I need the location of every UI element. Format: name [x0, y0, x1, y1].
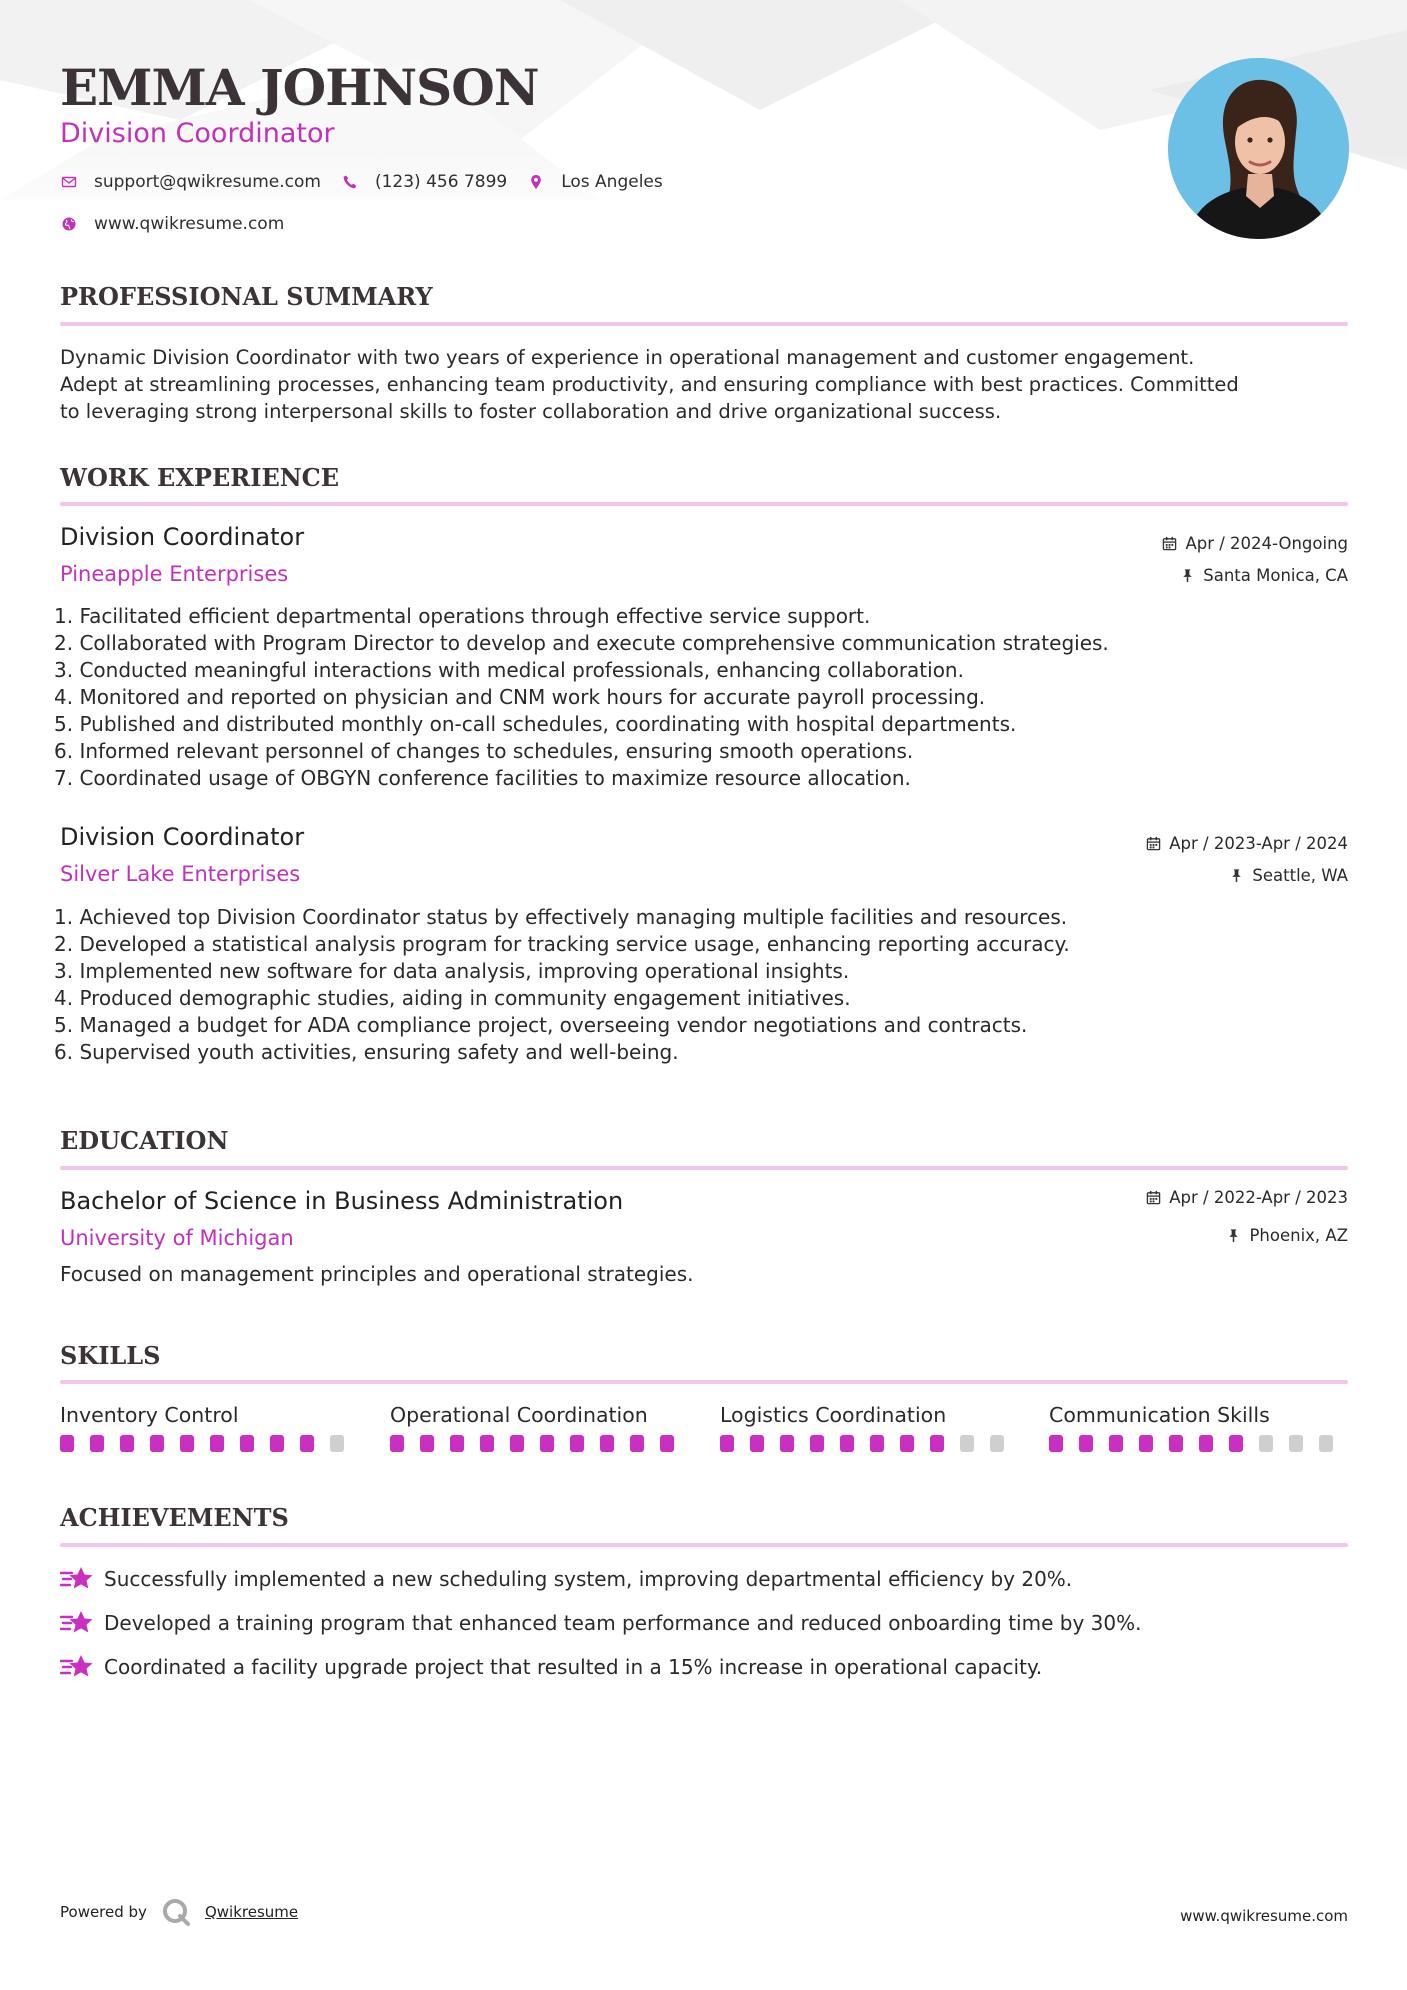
skill-dot-empty: [330, 1435, 344, 1452]
degree-title: Bachelor of Science in Business Administration: [60, 1187, 624, 1215]
skill-dot-filled: [810, 1435, 824, 1452]
skill-name: Operational Coordination: [390, 1403, 648, 1427]
skill-dot-filled: [390, 1435, 404, 1452]
job-location-text: Seattle, WA: [1252, 866, 1348, 885]
job-title: Division Coordinator: [60, 523, 305, 551]
skill-rating: [390, 1435, 690, 1452]
phone-icon: [341, 173, 359, 191]
skill-dot-empty: [1319, 1435, 1333, 1452]
achievement-text: Developed a training program that enhanced team performance and reduced onboarding time by 30%.: [104, 1611, 1142, 1635]
skill-item: [720, 1403, 1020, 1452]
pushpin-icon: [1226, 1228, 1241, 1243]
skill-dot-filled: [930, 1435, 944, 1452]
shooting-star-icon: [60, 1653, 94, 1681]
skill-dot-filled: [1199, 1435, 1213, 1452]
skill-dot-filled: [870, 1435, 884, 1452]
pushpin-icon: [1180, 568, 1195, 583]
summary-line: Dynamic Division Coordinator with two years of experience in operational management and customer engagement.: [60, 346, 1195, 369]
skill-dot-filled: [780, 1435, 794, 1452]
list-item: 2. Collaborated with Program Director to develop and execute comprehensive communication strategies.: [54, 631, 1109, 655]
list-item: 1. Achieved top Division Coordinator status by effectively managing multiple facilities and resources.: [54, 905, 1068, 929]
skill-dot-filled: [720, 1435, 734, 1452]
footer-powered-by: [60, 1897, 298, 1927]
pushpin-icon: [1229, 868, 1244, 883]
summary-heading: PROFESSIONAL SUMMARY: [60, 282, 433, 311]
calendar-icon: [1146, 836, 1161, 851]
job-title: Division Coordinator: [60, 823, 305, 851]
education-divider: [60, 1166, 1348, 1170]
skill-dot-filled: [270, 1435, 284, 1452]
education-location-text: Phoenix, AZ: [1249, 1226, 1348, 1245]
summary-text: [60, 344, 1348, 425]
candidate-name: EMMA JOHNSON: [60, 58, 539, 117]
experience-divider: [60, 502, 1348, 506]
experience-heading: WORK EXPERIENCE: [60, 463, 340, 492]
skill-dot-empty: [1259, 1435, 1273, 1452]
education-location: [1226, 1226, 1348, 1245]
list-item: 4. Monitored and reported on physician and CNM work hours for accurate payroll processing.: [54, 685, 986, 709]
skill-item: [1049, 1403, 1349, 1452]
list-item: 2. Developed a statistical analysis program for tracking service usage, enhancing reporting accuracy.: [54, 932, 1070, 956]
skill-dot-filled: [300, 1435, 314, 1452]
skill-dot-filled: [150, 1435, 164, 1452]
globe-icon: [60, 215, 78, 233]
skill-dot-filled: [60, 1435, 74, 1452]
job-location-text: Santa Monica, CA: [1203, 566, 1348, 585]
list-item: 3. Conducted meaningful interactions with medical professionals, enhancing collaboration.: [54, 658, 964, 682]
skill-name: Communication Skills: [1049, 1403, 1270, 1427]
skill-dot-filled: [840, 1435, 854, 1452]
contact-website[interactable]: [60, 214, 284, 234]
skill-dot-filled: [240, 1435, 254, 1452]
education-heading: EDUCATION: [60, 1126, 229, 1155]
skill-name: Logistics Coordination: [720, 1403, 947, 1427]
achievement-item: [60, 1565, 1072, 1593]
job-location: [1229, 866, 1348, 885]
education-dates-text: Apr / 2022-Apr / 2023: [1169, 1188, 1348, 1207]
skill-dot-filled: [90, 1435, 104, 1452]
skill-dot-filled: [660, 1435, 674, 1452]
summary-line: Adept at streamlining processes, enhancing team productivity, and ensuring compliance with best practices. Committed: [60, 373, 1239, 396]
qwikresume-logo-icon: [161, 1897, 191, 1927]
skill-dot-filled: [1169, 1435, 1183, 1452]
skill-dot-filled: [1049, 1435, 1063, 1452]
skill-dot-filled: [900, 1435, 914, 1452]
list-item: 6. Supervised youth activities, ensuring safety and well-being.: [54, 1040, 679, 1064]
contact-email[interactable]: [60, 172, 321, 192]
skill-dot-filled: [1229, 1435, 1243, 1452]
qwikresume-link[interactable]: Qwikresume: [204, 1903, 299, 1921]
skill-rating: [1049, 1435, 1349, 1452]
list-item: 5. Managed a budget for ADA compliance project, overseeing vendor negotiations and contracts.: [54, 1013, 1028, 1037]
contact-row-primary: [60, 172, 683, 192]
skill-item: [390, 1403, 690, 1452]
shooting-star-icon: [60, 1565, 94, 1593]
contact-phone[interactable]: [341, 172, 507, 192]
calendar-icon: [1146, 1190, 1161, 1205]
skill-dot-filled: [480, 1435, 494, 1452]
skill-dot-filled: [540, 1435, 554, 1452]
skill-dot-empty: [990, 1435, 1004, 1452]
powered-by-label: Powered by: [60, 1903, 147, 1921]
skill-dot-filled: [630, 1435, 644, 1452]
job-dates-text: Apr / 2023-Apr / 2024: [1169, 834, 1348, 853]
skill-name: Inventory Control: [60, 1403, 239, 1427]
job-company: Silver Lake Enterprises: [60, 862, 301, 886]
skill-dot-filled: [1139, 1435, 1153, 1452]
list-item: 7. Coordinated usage of OBGYN conference facilities to maximize resource allocation.: [54, 766, 911, 790]
list-item: 1. Facilitated efficient departmental operations through effective service support.: [54, 604, 871, 628]
profile-photo: [1168, 58, 1349, 239]
achievement-text: Coordinated a facility upgrade project that resulted in a 15% increase in operational capacity.: [104, 1655, 1043, 1679]
email-text: support@qwikresume.com: [94, 172, 321, 192]
skill-dot-filled: [1079, 1435, 1093, 1452]
skill-dot-filled: [210, 1435, 224, 1452]
list-item: 6. Informed relevant personnel of changes to schedules, ensuring smooth operations.: [54, 739, 914, 763]
skill-dot-filled: [1109, 1435, 1123, 1452]
contact-location: [527, 172, 663, 192]
contact-row-secondary: [60, 214, 304, 234]
shooting-star-icon: [60, 1609, 94, 1637]
skill-dot-empty: [1289, 1435, 1303, 1452]
job-bullets: [54, 603, 1348, 792]
skill-dot-empty: [960, 1435, 974, 1452]
website-text: www.qwikresume.com: [94, 214, 285, 234]
job-dates: [1146, 834, 1348, 853]
achievements-divider: [60, 1543, 1348, 1547]
skills-heading: SKILLS: [60, 1341, 161, 1370]
education-description: Focused on management principles and operational strategies.: [60, 1262, 694, 1286]
skills-divider: [60, 1380, 1348, 1384]
location-text: Los Angeles: [561, 172, 663, 192]
job-bullets: [54, 904, 1348, 1066]
list-item: 5. Published and distributed monthly on-call schedules, coordinating with hospital departments.: [54, 712, 1017, 736]
phone-text: (123) 456 7899: [374, 172, 508, 192]
skill-rating: [60, 1435, 360, 1452]
skill-dot-filled: [450, 1435, 464, 1452]
map-pin-icon: [527, 173, 545, 191]
skill-dot-filled: [420, 1435, 434, 1452]
school-name: University of Michigan: [60, 1226, 294, 1250]
job-dates: [1162, 534, 1348, 553]
footer-website-link[interactable]: www.qwikresume.com: [1180, 1907, 1348, 1925]
skill-dot-filled: [570, 1435, 584, 1452]
achievements-heading: ACHIEVEMENTS: [60, 1503, 289, 1532]
job-dates-text: Apr / 2024-Ongoing: [1185, 534, 1348, 553]
skill-dot-filled: [510, 1435, 524, 1452]
achievement-text: Successfully implemented a new scheduling system, improving departmental efficiency by 20%.: [104, 1567, 1073, 1591]
skill-item: [60, 1403, 360, 1452]
achievement-item: [60, 1653, 1042, 1681]
skill-dot-filled: [600, 1435, 614, 1452]
candidate-title: Division Coordinator: [60, 118, 335, 149]
job-location: [1180, 566, 1348, 585]
calendar-icon: [1162, 536, 1177, 551]
skill-rating: [720, 1435, 1020, 1452]
education-dates: [1146, 1188, 1348, 1207]
envelope-icon: [60, 173, 78, 191]
summary-divider: [60, 322, 1348, 326]
list-item: 3. Implemented new software for data analysis, improving operational insights.: [54, 959, 850, 983]
skill-dot-filled: [180, 1435, 194, 1452]
summary-line: to leveraging strong interpersonal skills to foster collaboration and drive organizational success.: [60, 400, 1002, 423]
skill-dot-filled: [120, 1435, 134, 1452]
job-company: Pineapple Enterprises: [60, 562, 289, 586]
skill-dot-filled: [750, 1435, 764, 1452]
list-item: 4. Produced demographic studies, aiding in community engagement initiatives.: [54, 986, 851, 1010]
achievement-item: [60, 1609, 1141, 1637]
